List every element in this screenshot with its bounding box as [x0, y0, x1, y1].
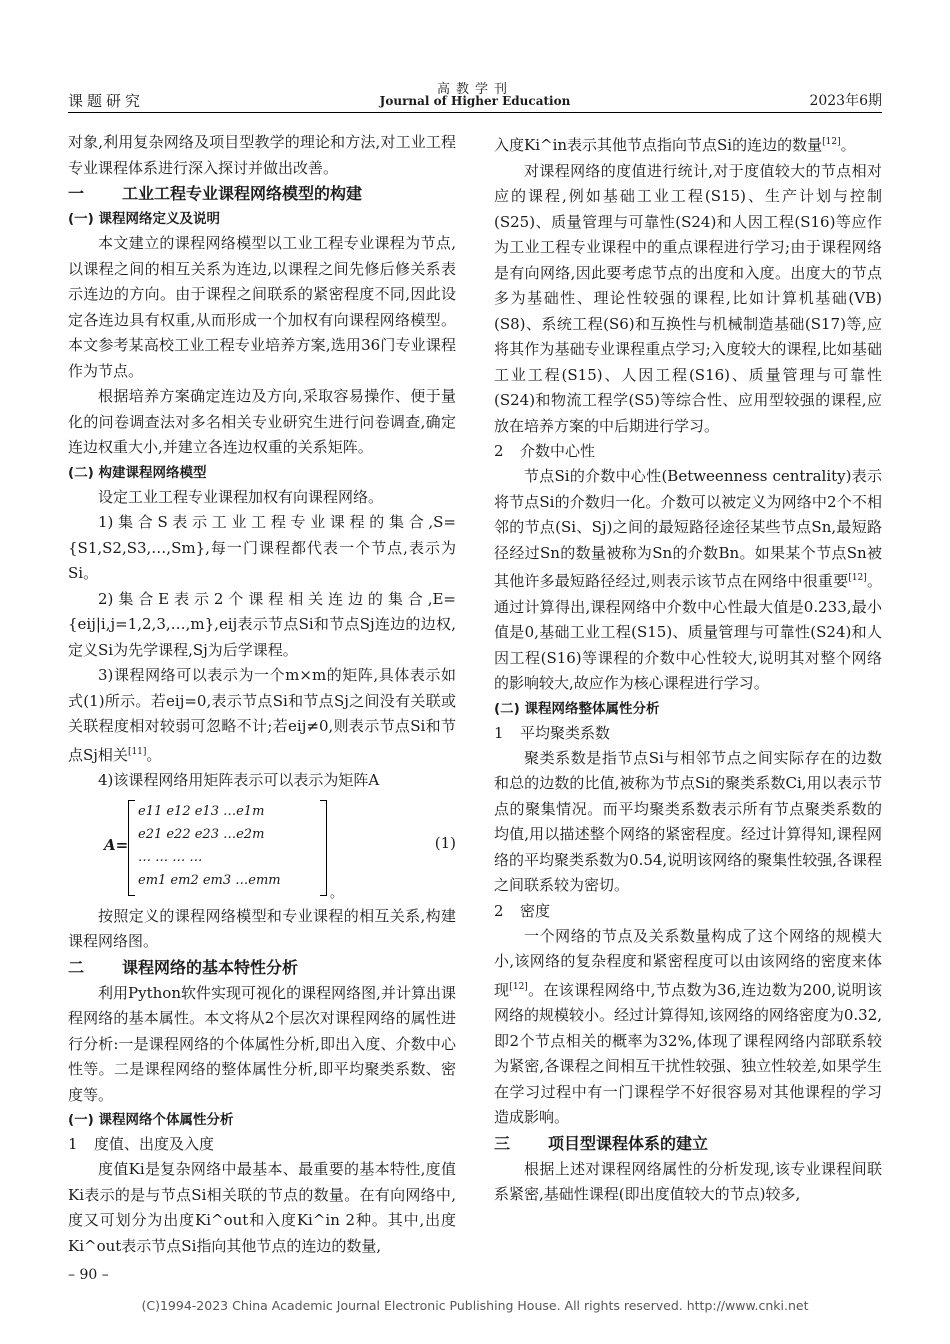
section-title: 课程网络的基本特性分析: [122, 957, 299, 977]
citation: [12]: [848, 573, 867, 583]
paragraph: 2)集合E表示2个课程相关连边的集合,E={eij|i,j=1,2,3,…,m},eij表示节点Si和节点Sj连边的边权,定义Si为先学课程,Sj为后学课程。: [68, 589, 456, 659]
paragraph-text: 入度Ki^in表示其他节点指向节点Si的连边的数量: [494, 136, 823, 154]
paragraph: 4)该课程网络用矩阵表示可以表示为矩阵A: [98, 771, 380, 789]
page-header: [68, 78, 882, 113]
heading-number: 1: [494, 723, 504, 742]
paragraph-text: 。通过计算得出,课程网络中介数中心性最大值是0.233,最小值是0,基础工业工程(S15)、质量管理与可靠性(S24)和人因工程(S16)等课程的介数中心性较大,说明其对整个网络的影响较大,故应作为核心课程进行学习。: [494, 572, 882, 692]
sub-subsection-heading: [494, 721, 882, 746]
heading-number: 2: [494, 901, 504, 920]
citation: [12]: [509, 981, 528, 992]
matrix-tail: 。: [330, 885, 344, 901]
paragraph: [494, 464, 882, 697]
copyright-footer: (C)1994-2023 China Academic Journal Electronic Publishing House. All rights reserved. http://www.cnki.net: [141, 1298, 809, 1313]
paragraph: 度值Ki是复杂网络中最基本、最重要的基本特性,度值Ki表示的是与节点Si相关联的节点的数量。在有向网络中,度又可划分为出度Ki^out和入度Ki^in 2种。其中,出度Ki^out表示节点Si指向其他节点的连边的数量,: [68, 1160, 456, 1255]
paragraph: 按照定义的课程网络模型和专业课程的相互关系,构建课程网络图。: [68, 906, 456, 950]
citation: [11]: [127, 746, 147, 757]
journal-title-cn: 高教学刊: [436, 82, 513, 97]
section-title: 工业工程专业课程网络模型的构建: [122, 184, 363, 203]
subsection-heading: (二) 课程网络整体属性分析: [494, 700, 660, 717]
citation: [12]: [822, 137, 841, 147]
section-label: 课题研究: [68, 92, 145, 110]
paragraph-text: 一个网络的节点及关系数量构成了这个网络的规模大小,该网络的复杂程度和紧密程度可以由该网络的密度来体现: [494, 926, 882, 999]
paragraph-end: 。: [840, 136, 856, 154]
paragraph-text: 3)课程网络可以表示为一个m×m的矩阵,具体表示如式(1)所示。若eij=0,表示节点Si和节点Sj之间没有关联或关联程度相对较弱可忽略不计;若eij≠0,则表示节点Si和节点Sj相关: [68, 666, 456, 764]
sub-subsection-heading: [494, 899, 882, 924]
paragraph: 设定工业工程专业课程加权有向课程网络。: [98, 487, 384, 506]
paragraph: [494, 924, 882, 1131]
paragraph: 对课程网络的度值进行统计,对于度值较大的节点相对应的课程,例如基础工业工程(S15)、生产计划与控制(S25)、质量管理与可靠性(S24)和人因工程(S16)等应作为工业工程专业课程中的重点课程进行学习;由于课程网络是有向网络,因此要考虑节点的出度和入度。出度大的节点多为基础性、理论性较强的课程,比如计算机基础(VB)(S8)、系统工程(S6)和互换性与机械制造基础(S17)等,应将其作为基础专业课程重点学习;入度较大的课程,比如基础工业工程(S15)、人因工程(S16)、质量管理与可靠性(S24)和物流工程学(S5)等综合性、应用型较强的课程,应放在培养方案的中后期进行学习。: [494, 161, 882, 435]
heading-title: 介数中心性: [520, 442, 596, 460]
paragraph: [494, 130, 882, 159]
paragraph: 聚类系数是指节点Si与相邻节点之间实际存在的边数和总的边数的比值,被称为节点Si的聚类系数Ci,用以表示节点的聚集情况。而平均聚类系数表示所有节点聚类系数的均值,用以描述整个网络的紧密程度。经过计算得知,课程网络的平均聚类系数为0.54,说明该网络的聚集性较强,各课程之间联系较为密切。: [494, 748, 882, 894]
section-number: 三: [494, 1133, 511, 1153]
paragraph: 根据上述对课程网络属性的分析发现,该专业课程间联系紧密,基础性课程(即出度值较大的节点)较多,: [494, 1159, 882, 1203]
matrix-equation: [68, 796, 456, 900]
paragraph-end: 。: [146, 745, 162, 764]
equation-number: (1): [434, 833, 456, 852]
section-title: 项目型课程体系的建立: [548, 1133, 709, 1153]
heading-title: 度值、出度及入度: [94, 1135, 215, 1153]
heading-number: 1: [68, 1135, 78, 1153]
left-bracket: [128, 800, 135, 896]
heading-title: 密度: [520, 901, 551, 920]
subsection-heading: (二) 构建课程网络模型: [68, 464, 207, 481]
matrix-row: e21 e22 e23 …e2m: [138, 826, 265, 842]
matrix-row: e11 e12 e13 …e1m: [138, 803, 265, 819]
journal-title-en: Journal of Higher Education: [379, 94, 571, 108]
matrix-row: … … … …: [138, 849, 203, 865]
section-heading: [68, 181, 456, 207]
matrix-label: A=: [104, 835, 129, 854]
subsection-heading: (一) 课程网络定义及说明: [68, 211, 221, 227]
matrix-row: em1 em2 em3 …emm: [138, 872, 281, 888]
section-number: 二: [68, 957, 85, 977]
heading-title: 平均聚类系数: [520, 723, 611, 742]
paragraph: 利用Python软件实现可视化的课程网络图,并计算出课程网络的基本属性。本文将从2个层次对课程网络的属性进行分析:一是课程网络的个体属性分析,即出入度、介数中心性等。二是课程网络的整体属性分析,即平均聚类系数、密度等。: [68, 983, 456, 1104]
left-column: [68, 130, 456, 1259]
paragraph: 1)集合S表示工业工程专业课程的集合,S={S1,S2,S3,…,Sm},每一门课程都代表一个节点,表示为Si。: [68, 513, 456, 582]
heading-number: 2: [494, 442, 504, 460]
paragraph: 本文建立的课程网络模型以工业工程专业课程为节点,以课程之间的相互关系为连边,以课程之间先修后修关系表示连边的方向。由于课程之间联系的紧密程度不同,因此设定各连边具有权重,从而形成一个加权有向课程网络模型。本文参考某高校工业工程专业培养方案,选用36门专业课程作为节点。: [68, 234, 456, 380]
section-heading: [68, 955, 456, 981]
issue-date: 2023年6期: [809, 93, 882, 109]
paragraph-text: 。在该课程网络中,节点数为36,连边数为200,说明该网络的规模较小。经过计算得知,该网络的网络密度为0.32,即2个节点相关的概率为32%,体现了课程网络内部联系较为紧密,各课程之间相互干扰性较强、独立性较差,如果学生在学习过程中有一门课程学不好很容易对其他课程的学习造成影响。: [494, 980, 882, 1126]
paragraph: 对象,利用复杂网络及项目型教学的理论和方法,对工业工程专业课程体系进行深入探讨并做出改善。: [68, 133, 456, 177]
paragraph: 根据培养方案确定连边及方向,采取容易操作、便于量化的问卷调查法对多名相关专业研究生进行问卷调查,确定连边权重大小,并建立各连边权重的关系矩阵。: [68, 387, 456, 456]
subsection-heading: (一) 课程网络个体属性分析: [68, 1112, 234, 1128]
section-number: 一: [68, 184, 85, 203]
sub-subsection-heading: [494, 439, 882, 464]
right-column: [494, 130, 882, 1208]
right-bracket: [320, 800, 327, 896]
page-number: – 90 –: [68, 1267, 109, 1283]
section-heading: [494, 1131, 882, 1157]
sub-subsection-heading: [68, 1132, 456, 1157]
paragraph: [68, 663, 456, 768]
paragraph-text: 节点Si的介数中心性(Betweenness centrality)表示将节点Si的介数归一化。介数可以被定义为网络中2个不相邻的节点(Si、Sj)之间的最短路径途径某些节点Sn,最短路径经过Sn的数量被称为Sn的介数Bn。如果某个节点Sn被其他许多最短路径经过,则表示该节点在网络中很重要: [494, 467, 882, 590]
